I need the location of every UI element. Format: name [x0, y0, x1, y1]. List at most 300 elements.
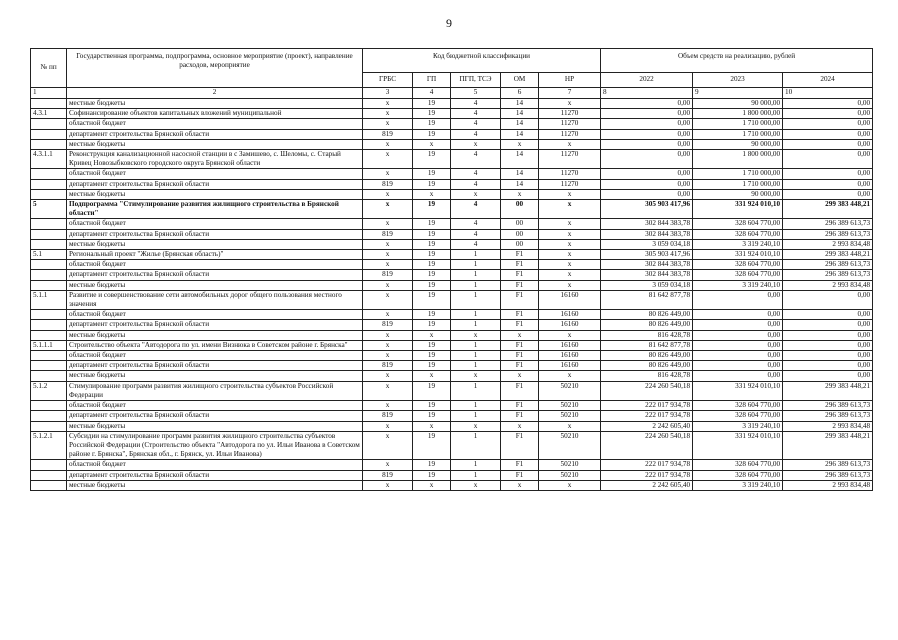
cell-pgp: x	[451, 371, 501, 381]
cell-name: Строительство объекта "Автодорога по ул. имени Визнюка в Советском районе г. Брянска"	[67, 340, 363, 350]
header-om: ОМ	[501, 73, 539, 88]
cell-2024: 0,00	[783, 109, 873, 119]
cell-2024: 296 389 613,73	[783, 470, 873, 480]
cell-gp: 19	[413, 239, 451, 249]
cell-grbs: x	[363, 460, 413, 470]
cell-grbs: x	[363, 310, 413, 320]
cell-name: Стимулирование программ развития жилищного строительства субъектов Российской Федерации	[67, 381, 363, 400]
cell-om: F1	[501, 411, 539, 421]
cell-pgp: 1	[451, 351, 501, 361]
cell-om: F1	[501, 280, 539, 290]
cell-2024: 0,00	[783, 330, 873, 340]
cell-gp: 19	[413, 169, 451, 179]
cell-np: x	[539, 480, 601, 490]
cell-pgp: 4	[451, 99, 501, 109]
cell-pgp: 1	[451, 260, 501, 270]
cell-num	[31, 411, 67, 421]
table-row	[31, 470, 873, 480]
cell-2023: 3 319 240,10	[693, 239, 783, 249]
cell-gp: x	[413, 480, 451, 490]
cell-num	[31, 421, 67, 431]
cell-pgp: 1	[451, 361, 501, 371]
cell-2024: 0,00	[783, 340, 873, 350]
cell-np: x	[539, 421, 601, 431]
cell-num	[31, 310, 67, 320]
header-2024: 2024	[783, 73, 873, 88]
cell-2023: 328 604 770,00	[693, 470, 783, 480]
cell-grbs: x	[363, 139, 413, 149]
cell-om: F1	[501, 381, 539, 400]
budget-table	[30, 48, 873, 491]
cell-pgp: 4	[451, 129, 501, 139]
header-pgp: ПГП, ТСЭ	[451, 73, 501, 88]
table-row	[31, 381, 873, 400]
cell-num	[31, 270, 67, 280]
header-kbk: Код бюджетной классификации	[363, 49, 601, 73]
cell-pgp: x	[451, 480, 501, 490]
cell-name: департамент строительства Брянской области	[67, 320, 363, 330]
cell-np: x	[539, 270, 601, 280]
table-row	[31, 119, 873, 129]
cell-2022: 816 428,78	[601, 371, 693, 381]
cell-2023: 3 319 240,10	[693, 421, 783, 431]
cell-num	[31, 280, 67, 290]
cell-np: 50210	[539, 431, 601, 460]
cell-pgp: 1	[451, 270, 501, 280]
cell-2023: 0,00	[693, 290, 783, 309]
cell-2024: 0,00	[783, 150, 873, 169]
cell-2023: 3 319 240,10	[693, 480, 783, 490]
cell-2023: 0,00	[693, 371, 783, 381]
cell-om: x	[501, 421, 539, 431]
cell-grbs: x	[363, 431, 413, 460]
cell-pgp: 4	[451, 179, 501, 189]
cell-2022: 0,00	[601, 139, 693, 149]
table-row	[31, 129, 873, 139]
cell-grbs: x	[363, 371, 413, 381]
cell-gp: x	[413, 189, 451, 199]
cell-2023: 331 924 010,10	[693, 200, 783, 219]
cell-np: 16160	[539, 340, 601, 350]
cell-2024: 296 389 613,73	[783, 460, 873, 470]
cell-grbs: x	[363, 189, 413, 199]
cell-om: 14	[501, 150, 539, 169]
cell-2023: 331 924 010,10	[693, 250, 783, 260]
col-number: 7	[539, 88, 601, 99]
cell-grbs: x	[363, 480, 413, 490]
cell-2022: 222 017 934,78	[601, 470, 693, 480]
cell-gp: 19	[413, 119, 451, 129]
cell-num: 5.1	[31, 250, 67, 260]
cell-grbs: x	[363, 421, 413, 431]
header-gp: ГП	[413, 73, 451, 88]
cell-2022: 2 242 605,40	[601, 480, 693, 490]
cell-np: 11270	[539, 119, 601, 129]
table-row	[31, 179, 873, 189]
cell-name: Развитие и совершенствование сети автомобильных дорог общего пользования местного значения	[67, 290, 363, 309]
table-row	[31, 239, 873, 249]
cell-num	[31, 169, 67, 179]
cell-np: x	[539, 330, 601, 340]
col-number: 5	[451, 88, 501, 99]
cell-np: 50210	[539, 381, 601, 400]
cell-num: 5.1.1	[31, 290, 67, 309]
cell-name: местные бюджеты	[67, 139, 363, 149]
cell-2024: 0,00	[783, 169, 873, 179]
cell-gp: 19	[413, 250, 451, 260]
cell-name: департамент строительства Брянской области	[67, 361, 363, 371]
cell-num	[31, 139, 67, 149]
cell-om: x	[501, 189, 539, 199]
col-number: 6	[501, 88, 539, 99]
cell-grbs: 819	[363, 229, 413, 239]
cell-2024: 0,00	[783, 290, 873, 309]
cell-pgp: 1	[451, 310, 501, 320]
col-number: 8	[601, 88, 693, 99]
cell-name: местные бюджеты	[67, 421, 363, 431]
cell-pgp: 4	[451, 219, 501, 229]
cell-2024: 299 383 448,21	[783, 250, 873, 260]
table-row	[31, 320, 873, 330]
cell-num: 5.1.2.1	[31, 431, 67, 460]
cell-name: местные бюджеты	[67, 239, 363, 249]
cell-num: 5	[31, 200, 67, 219]
table-row	[31, 371, 873, 381]
table-row	[31, 401, 873, 411]
col-number: 4	[413, 88, 451, 99]
cell-name: департамент строительства Брянской области	[67, 411, 363, 421]
cell-pgp: 1	[451, 381, 501, 400]
cell-gp: x	[413, 421, 451, 431]
table-row	[31, 200, 873, 219]
cell-om: F1	[501, 351, 539, 361]
cell-2023: 328 604 770,00	[693, 460, 783, 470]
table-row	[31, 260, 873, 270]
header-grbs: ГРБС	[363, 73, 413, 88]
table-row	[31, 219, 873, 229]
cell-pgp: 1	[451, 340, 501, 350]
cell-2023: 328 604 770,00	[693, 260, 783, 270]
cell-num	[31, 330, 67, 340]
cell-np: x	[539, 371, 601, 381]
header-row-1	[31, 49, 873, 73]
cell-gp: 19	[413, 460, 451, 470]
cell-2022: 0,00	[601, 189, 693, 199]
cell-2024: 0,00	[783, 129, 873, 139]
cell-2023: 90 000,00	[693, 99, 783, 109]
cell-2022: 302 844 383,78	[601, 270, 693, 280]
cell-om: 14	[501, 119, 539, 129]
cell-2022: 81 642 877,78	[601, 340, 693, 350]
cell-name: местные бюджеты	[67, 99, 363, 109]
cell-2024: 0,00	[783, 119, 873, 129]
cell-num	[31, 401, 67, 411]
cell-2024: 0,00	[783, 179, 873, 189]
cell-gp: 19	[413, 109, 451, 119]
cell-2022: 80 826 449,00	[601, 320, 693, 330]
cell-np: 11270	[539, 150, 601, 169]
cell-pgp: 4	[451, 239, 501, 249]
cell-2024: 296 389 613,73	[783, 260, 873, 270]
page-number: 9	[446, 16, 452, 30]
cell-2023: 328 604 770,00	[693, 270, 783, 280]
table-row	[31, 411, 873, 421]
cell-name: областной бюджет	[67, 460, 363, 470]
cell-2023: 1 710 000,00	[693, 179, 783, 189]
table-row	[31, 310, 873, 320]
cell-np: x	[539, 280, 601, 290]
table-row	[31, 340, 873, 350]
cell-om: F1	[501, 361, 539, 371]
cell-2022: 2 242 605,40	[601, 421, 693, 431]
cell-pgp: 1	[451, 401, 501, 411]
cell-np: 11270	[539, 169, 601, 179]
cell-2024: 0,00	[783, 139, 873, 149]
cell-gp: 19	[413, 351, 451, 361]
cell-2022: 0,00	[601, 109, 693, 119]
table-row	[31, 169, 873, 179]
cell-np: x	[539, 139, 601, 149]
cell-2023: 90 000,00	[693, 139, 783, 149]
cell-np: x	[539, 260, 601, 270]
cell-2022: 305 903 417,96	[601, 200, 693, 219]
cell-2023: 1 710 000,00	[693, 169, 783, 179]
cell-2023: 1 800 000,00	[693, 150, 783, 169]
cell-gp: 19	[413, 150, 451, 169]
cell-2023: 328 604 770,00	[693, 229, 783, 239]
cell-2022: 222 017 934,78	[601, 401, 693, 411]
cell-om: 14	[501, 129, 539, 139]
cell-name: Субсидии на стимулирование программ развития жилищного строительства субъектов Российской Федерации (Строительство объекта "Автодорога по ул. Ильи Иванова в Советском районе г. Брянска", Брянская обл., г. Брянск, ул. Ильи Иванова)	[67, 431, 363, 460]
cell-2023: 0,00	[693, 361, 783, 371]
col-number: 2	[67, 88, 363, 99]
table-row	[31, 351, 873, 361]
cell-2023: 3 319 240,10	[693, 280, 783, 290]
cell-np: 16160	[539, 290, 601, 309]
cell-2024: 296 389 613,73	[783, 219, 873, 229]
table-row	[31, 480, 873, 490]
cell-om: x	[501, 371, 539, 381]
cell-num	[31, 371, 67, 381]
cell-om: 14	[501, 169, 539, 179]
cell-grbs: x	[363, 250, 413, 260]
table-row	[31, 139, 873, 149]
cell-gp: 19	[413, 470, 451, 480]
cell-2023: 0,00	[693, 330, 783, 340]
table-row	[31, 109, 873, 119]
cell-gp: 19	[413, 361, 451, 371]
cell-2022: 80 826 449,00	[601, 351, 693, 361]
cell-2022: 0,00	[601, 119, 693, 129]
cell-2022: 302 844 383,78	[601, 229, 693, 239]
cell-2024: 0,00	[783, 351, 873, 361]
table-row	[31, 189, 873, 199]
cell-om: F1	[501, 270, 539, 280]
cell-grbs: x	[363, 351, 413, 361]
cell-grbs: x	[363, 99, 413, 109]
cell-num	[31, 119, 67, 129]
cell-num	[31, 260, 67, 270]
cell-2022: 3 059 034,18	[601, 239, 693, 249]
cell-2024: 299 383 448,21	[783, 381, 873, 400]
cell-name: департамент строительства Брянской области	[67, 270, 363, 280]
cell-num	[31, 239, 67, 249]
cell-pgp: 4	[451, 200, 501, 219]
cell-2022: 0,00	[601, 99, 693, 109]
cell-2023: 0,00	[693, 310, 783, 320]
cell-om: 00	[501, 239, 539, 249]
cell-pgp: x	[451, 189, 501, 199]
column-numbers-row	[31, 88, 873, 99]
cell-gp: 19	[413, 280, 451, 290]
cell-grbs: x	[363, 280, 413, 290]
cell-gp: 19	[413, 229, 451, 239]
header-name: Государственная программа, подпрограмма, основное мероприятие (проект), направление расходов, мероприятие	[67, 49, 363, 88]
cell-grbs: x	[363, 290, 413, 309]
cell-num	[31, 129, 67, 139]
cell-2023: 90 000,00	[693, 189, 783, 199]
table-row	[31, 421, 873, 431]
cell-om: F1	[501, 260, 539, 270]
cell-2023: 0,00	[693, 320, 783, 330]
cell-2024: 0,00	[783, 310, 873, 320]
cell-grbs: x	[363, 219, 413, 229]
cell-2024: 0,00	[783, 189, 873, 199]
cell-om: 14	[501, 109, 539, 119]
cell-pgp: 4	[451, 119, 501, 129]
cell-grbs: x	[363, 109, 413, 119]
cell-om: 00	[501, 200, 539, 219]
cell-gp: 19	[413, 179, 451, 189]
cell-gp: 19	[413, 320, 451, 330]
header-2022: 2022	[601, 73, 693, 88]
cell-num	[31, 351, 67, 361]
col-number: 3	[363, 88, 413, 99]
cell-2024: 296 389 613,73	[783, 411, 873, 421]
cell-2022: 0,00	[601, 129, 693, 139]
cell-name: областной бюджет	[67, 219, 363, 229]
cell-np: 11270	[539, 179, 601, 189]
cell-grbs: x	[363, 169, 413, 179]
table-body	[31, 99, 873, 491]
cell-grbs: x	[363, 340, 413, 350]
cell-name: местные бюджеты	[67, 280, 363, 290]
cell-2024: 299 383 448,21	[783, 431, 873, 460]
cell-np: x	[539, 250, 601, 260]
cell-2023: 328 604 770,00	[693, 411, 783, 421]
cell-np: x	[539, 200, 601, 219]
cell-om: F1	[501, 290, 539, 309]
cell-om: F1	[501, 340, 539, 350]
cell-2024: 0,00	[783, 371, 873, 381]
cell-pgp: 1	[451, 431, 501, 460]
cell-om: x	[501, 480, 539, 490]
cell-grbs: 819	[363, 129, 413, 139]
cell-grbs: x	[363, 119, 413, 129]
cell-2023: 331 924 010,10	[693, 381, 783, 400]
col-number: 1	[31, 88, 67, 99]
table-row	[31, 270, 873, 280]
cell-np: 50210	[539, 401, 601, 411]
table-row	[31, 330, 873, 340]
cell-2022: 816 428,78	[601, 330, 693, 340]
table-row	[31, 460, 873, 470]
cell-grbs: 819	[363, 361, 413, 371]
cell-num: 5.1.2	[31, 381, 67, 400]
table-row	[31, 250, 873, 260]
cell-name: департамент строительства Брянской области	[67, 129, 363, 139]
cell-pgp: 1	[451, 411, 501, 421]
cell-2023: 0,00	[693, 340, 783, 350]
cell-gp: 19	[413, 381, 451, 400]
cell-pgp: x	[451, 139, 501, 149]
cell-om: F1	[501, 310, 539, 320]
col-number: 10	[783, 88, 873, 99]
cell-2022: 0,00	[601, 179, 693, 189]
cell-pgp: 4	[451, 169, 501, 179]
cell-om: F1	[501, 460, 539, 470]
cell-name: местные бюджеты	[67, 371, 363, 381]
cell-2023: 1 800 000,00	[693, 109, 783, 119]
cell-name: департамент строительства Брянской области	[67, 179, 363, 189]
cell-np: 50210	[539, 460, 601, 470]
cell-pgp: 4	[451, 229, 501, 239]
cell-2024: 0,00	[783, 320, 873, 330]
cell-2024: 2 993 834,48	[783, 421, 873, 431]
cell-grbs: 819	[363, 411, 413, 421]
cell-name: Подпрограмма "Стимулирование развития жилищного строительства в Брянской области"	[67, 200, 363, 219]
cell-2022: 80 826 449,00	[601, 361, 693, 371]
cell-2022: 80 826 449,00	[601, 310, 693, 320]
cell-np: 16160	[539, 310, 601, 320]
cell-om: x	[501, 330, 539, 340]
cell-2024: 296 389 613,73	[783, 401, 873, 411]
cell-name: областной бюджет	[67, 401, 363, 411]
cell-np: x	[539, 189, 601, 199]
cell-name: областной бюджет	[67, 310, 363, 320]
cell-name: Реконструкция канализационной насосной станции в с Замишево, с. Шеломы, с. Старый Кривец Новозыбковского городского округа Брянской области	[67, 150, 363, 169]
cell-2022: 222 017 934,78	[601, 411, 693, 421]
table-row	[31, 290, 873, 309]
cell-np: x	[539, 229, 601, 239]
cell-2022: 81 642 877,78	[601, 290, 693, 309]
cell-name: областной бюджет	[67, 260, 363, 270]
table-row	[31, 150, 873, 169]
cell-name: департамент строительства Брянской области	[67, 229, 363, 239]
cell-num: 5.1.1.1	[31, 340, 67, 350]
cell-gp: x	[413, 330, 451, 340]
cell-name: Региональный проект "Жилье (Брянская область)"	[67, 250, 363, 260]
cell-np: x	[539, 219, 601, 229]
cell-name: областной бюджет	[67, 351, 363, 361]
cell-2022: 222 017 934,78	[601, 460, 693, 470]
cell-name: областной бюджет	[67, 169, 363, 179]
cell-grbs: x	[363, 260, 413, 270]
cell-grbs: 819	[363, 270, 413, 280]
cell-gp: 19	[413, 99, 451, 109]
cell-pgp: x	[451, 330, 501, 340]
table-row	[31, 229, 873, 239]
cell-pgp: 1	[451, 320, 501, 330]
cell-grbs: x	[363, 150, 413, 169]
cell-2023: 331 924 010,10	[693, 431, 783, 460]
cell-np: x	[539, 239, 601, 249]
header-2023: 2023	[693, 73, 783, 88]
cell-2022: 302 844 383,78	[601, 260, 693, 270]
cell-gp: 19	[413, 260, 451, 270]
cell-gp: 19	[413, 411, 451, 421]
cell-2022: 3 059 034,18	[601, 280, 693, 290]
